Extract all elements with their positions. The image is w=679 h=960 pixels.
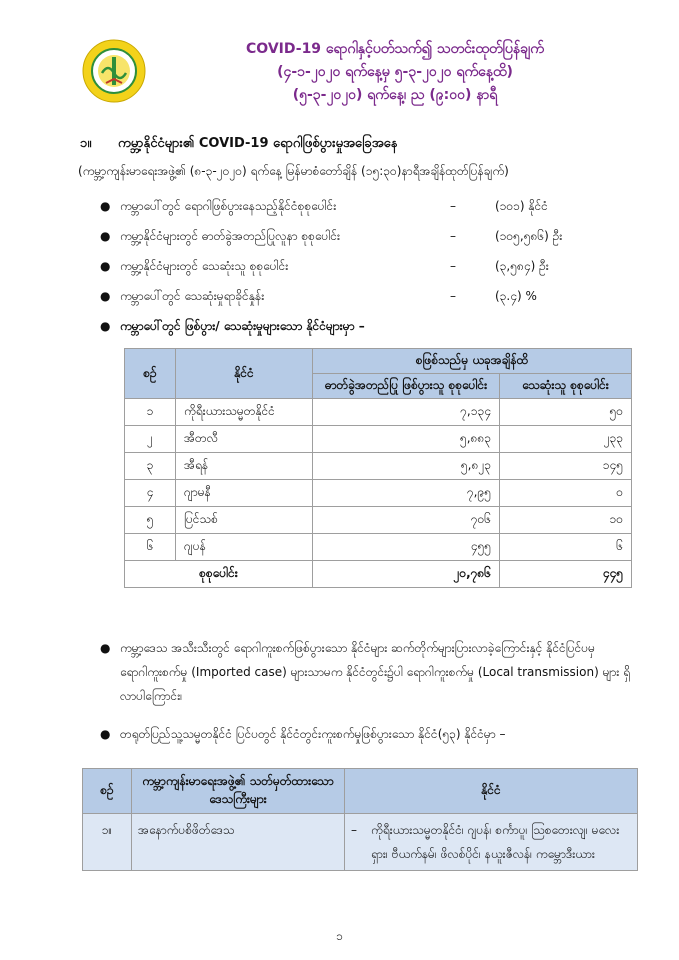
cell-dash: –: [351, 823, 357, 837]
cell-no: ၂: [125, 426, 176, 453]
total-label: စုစုပေါင်း: [125, 561, 313, 588]
table-header-row: [83, 769, 638, 814]
title-line-1: COVID-19 ရောဂါနှင့်ပတ်သက်၍ သတင်းထုတ်ပြန်ချက်: [246, 41, 544, 57]
section-number: ၁။: [80, 136, 92, 151]
paragraph-local-transmission: [100, 722, 640, 746]
table-row: [83, 814, 638, 871]
table-header-row: [125, 349, 632, 374]
table-row: [125, 399, 632, 426]
cell-cases: ၅,၈၂၃: [313, 453, 500, 480]
cell-no: ၁။: [83, 814, 132, 871]
paragraph-text: ကမ္ဘာ့ဒေသ အသီးသီးတွင် ရောဂါကူးစက်ဖြစ်ပွားသော နိုင်ငံများ ဆက်တိုက်များပြားလာခဲ့ကြောင်းနှင့် နိုင်ငံပြင်ပမှ ရောဂါကူးစက်မှု (Imported case) များသာမက နိုင်ငံတွင်း၌ပါ ရောဂါကူးစက်မှု (Local transmission) များ ရှိလာပါကြောင်း၊: [120, 641, 631, 703]
source-note: (ကမ္ဘာ့ကျန်းမာရေးအဖွဲ့၏ (၈-၃-၂၀၂၀) ရက်နေ့ မြန်မာစံတော်ချိန် (၁၅:၃၀)နာရီအချိန်ထုတ်ပြန်ချက်): [78, 164, 509, 178]
section-title: ကမ္ဘာ့နိုင်ငံများ၏ COVID-19 ရောဂါဖြစ်ပွားမှုအခြေအနေ: [118, 136, 398, 151]
cell-no: ၁: [125, 399, 176, 426]
cell-cases: ၅,၈၈၃: [313, 426, 500, 453]
intro-text: ကမ္ဘာပေါ်တွင် ဖြစ်ပွား/ သေဆုံးမှုများသော နိုင်ငံများမှာ –: [120, 319, 365, 333]
cell-countries: [345, 814, 638, 871]
table-total-row: [125, 561, 632, 588]
cell-country: အီရန်: [176, 453, 313, 480]
col-header-no: စဉ်: [83, 769, 132, 814]
cell-region: အနောက်ပစိဖိတ်ဒေသ: [132, 814, 345, 871]
cell-no: ၅: [125, 507, 176, 534]
cell-deaths: ၁၄၅: [500, 453, 632, 480]
cell-deaths: ၀: [500, 480, 632, 507]
table-row: [125, 480, 632, 507]
stat-label: ကမ္ဘာပေါ်တွင် သေဆုံးမှုရာခိုင်နှုန်း: [120, 289, 265, 303]
total-cases: ၂၀,၇၈၆: [313, 561, 500, 588]
bullet-icon: ●: [100, 229, 111, 243]
cell-country: အီတလီ: [176, 426, 313, 453]
stat-value: (၁၀၁) နိုင်ငံ: [495, 199, 548, 213]
total-deaths: ၄၄၅: [500, 561, 632, 588]
cell-country-list: ကိုရီးယားသမ္မတနိုင်ငံ၊ ဂျပန်၊ စင်္ကာပူ၊ သြစတေးလျ၊ မလေးရှား၊ ဗီယက်နမ်၊ ဖိလစ်ပိုင်၊ နယူးဇီလန်၊ ကမ္ဘောဒီးယား: [371, 823, 620, 861]
cell-cases: ၇,၁၃၄: [313, 399, 500, 426]
cell-deaths: ၁၀: [500, 507, 632, 534]
top-countries-intro: [100, 318, 365, 336]
ministry-logo-icon: [82, 39, 146, 103]
stat-label: ကမ္ဘာ့နိုင်ငံများတွင် ဓာတ်ခွဲအတည်ပြုလူနာ စုစုပေါင်း: [120, 229, 341, 243]
section-heading: [80, 135, 397, 154]
cell-country: ပြင်သစ်: [176, 507, 313, 534]
cell-deaths: ၆: [500, 534, 632, 561]
cell-no: ၃: [125, 453, 176, 480]
cell-cases: ၄၅၅: [313, 534, 500, 561]
paragraph-spread: [100, 636, 640, 708]
col-header-deaths: သေဆုံးသူ စုစုပေါင်း: [500, 374, 632, 399]
bullet-icon: ●: [100, 641, 111, 655]
bullet-icon: ●: [100, 319, 111, 333]
stat-value: (၃.၄) %: [495, 289, 537, 303]
cell-deaths: ၅၀: [500, 399, 632, 426]
stat-row: [100, 198, 548, 216]
cell-cases: ၇၀၆: [313, 507, 500, 534]
stat-dash: –: [450, 229, 456, 243]
document-title: [160, 38, 630, 107]
stat-value: (၃,၅၈၄) ဦး: [495, 259, 549, 273]
paragraph-text: တရုတ်ပြည်သူ့သမ္မတနိုင်ငံ ပြင်ပတွင် နိုင်ငံတွင်းကူးစက်မှုဖြစ်ပွားသော နိုင်ငံ(၅၃) နိုင်ငံမှာ –: [120, 727, 506, 741]
stat-value: (၁၀၅,၅၈၆) ဦး: [495, 229, 563, 243]
table-row: [125, 507, 632, 534]
cell-no: ၆: [125, 534, 176, 561]
table-row: [125, 426, 632, 453]
bullet-icon: ●: [100, 199, 111, 213]
stat-row: [100, 258, 549, 276]
cell-country: ဂျာမနီ: [176, 480, 313, 507]
col-header-no: စဉ်: [125, 349, 176, 399]
cell-no: ၄: [125, 480, 176, 507]
table-row: [125, 534, 632, 561]
title-line-2: (၄-၁-၂၀၂၀ ရက်နေ့မှ ၅-၃-၂၀၂၀ ရက်နေ့ထိ): [277, 64, 513, 80]
stat-row: [100, 288, 537, 306]
top-countries-table: [124, 348, 632, 588]
region-table: [82, 768, 638, 871]
col-header-cases: ဓာတ်ခွဲအတည်ပြု ဖြစ်ပွားသူ စုစုပေါင်း: [313, 374, 500, 399]
col-header-region: ကမ္ဘာ့ကျန်းမာရေးအဖွဲ့၏ သတ်မှတ်ထားသော ဒေသကြီးများ: [132, 769, 345, 814]
group-header: စဖြစ်သည်မှ ယခုအချိန်ထိ: [313, 349, 632, 374]
col-header-country: နိုင်ငံ: [176, 349, 313, 399]
col-header-countries: နိုင်ငံ: [345, 769, 638, 814]
cell-country: ဂျပန်: [176, 534, 313, 561]
cell-deaths: ၂၃၃: [500, 426, 632, 453]
bullet-icon: ●: [100, 289, 111, 303]
stat-dash: –: [450, 289, 456, 303]
cell-country: ကိုရီးယားသမ္မတနိုင်ငံ: [176, 399, 313, 426]
stat-dash: –: [450, 259, 456, 273]
stat-label: ကမ္ဘာပေါ်တွင် ရောဂါဖြစ်ပွားနေသည့်နိုင်ငံစုစုပေါင်း: [120, 199, 337, 213]
page-number: ၁: [336, 929, 343, 943]
stat-label: ကမ္ဘာ့နိုင်ငံများတွင် သေဆုံးသူ စုစုပေါင်း: [120, 259, 289, 273]
stat-dash: –: [450, 199, 456, 213]
bullet-icon: ●: [100, 727, 111, 741]
title-line-3: (၅-၃-၂၀၂၀) ရက်နေ့၊ ည (၉:၀၀) နာရီ: [292, 87, 498, 103]
bullet-icon: ●: [100, 259, 111, 273]
stat-row: [100, 228, 562, 246]
table-row: [125, 453, 632, 480]
cell-cases: ၇,၉၅: [313, 480, 500, 507]
